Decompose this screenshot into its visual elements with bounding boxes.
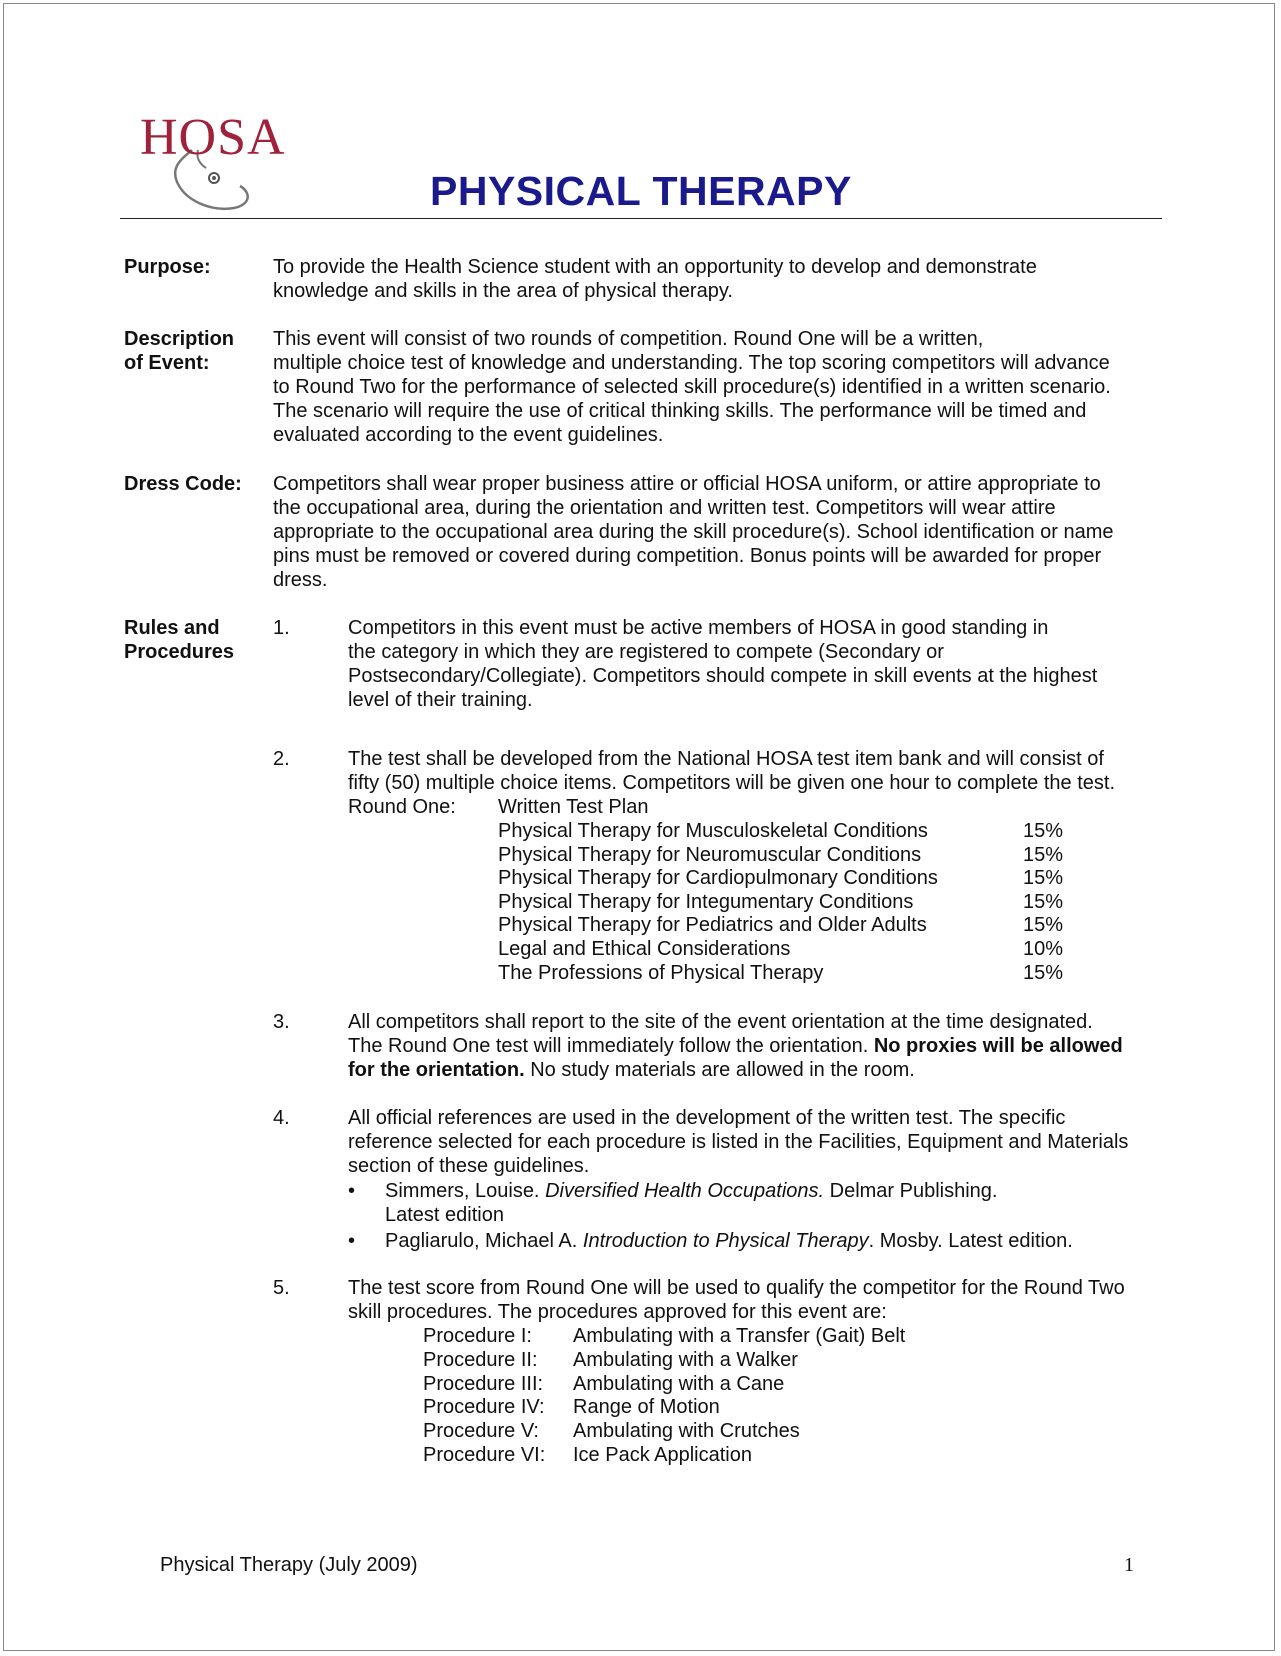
test-plan-percent: 15% xyxy=(1023,961,1064,984)
procedure-name: Ambulating with a Cane xyxy=(573,1372,785,1395)
reference-title: Introduction to Physical Therapy xyxy=(582,1230,869,1252)
test-plan-percent: 15% xyxy=(1023,820,1064,842)
reference-1-edition: Latest edition xyxy=(385,1204,504,1226)
rules-label-line: Rules and xyxy=(124,617,220,639)
description-line: evaluated according to the event guidelines. xyxy=(273,424,664,446)
dress-code-label: Dress Code: xyxy=(124,473,242,495)
footer-title: Physical Therapy (July 2009) xyxy=(160,1554,418,1576)
test-plan-topic: Physical Therapy for Integumentary Conditions xyxy=(498,890,914,913)
reference-publisher: . Mosby. Latest edition. xyxy=(868,1230,1073,1252)
description-label-line: of Event: xyxy=(124,352,210,374)
rule-line: skill procedures. The procedures approved for this event are: xyxy=(348,1301,887,1323)
rule-line xyxy=(348,1034,1168,1058)
reference-publisher: Delmar Publishing. xyxy=(824,1180,998,1202)
rule-line: The test shall be developed from the National HOSA test item bank and will consist of xyxy=(348,748,1104,770)
purpose-line: knowledge and skills in the area of physical therapy. xyxy=(273,280,733,302)
purpose-label: Purpose: xyxy=(124,256,211,278)
rule-5-text xyxy=(348,1276,1168,1324)
dress-line: the occupational area, during the orientation and written test. Competitors will wear attire xyxy=(273,497,1056,519)
rule-line: section of these guidelines. xyxy=(348,1155,590,1177)
dress-line: dress. xyxy=(273,569,328,591)
test-plan-topic: Physical Therapy for Neuromuscular Conditions xyxy=(498,843,922,866)
description-label xyxy=(124,327,234,375)
rule-text: No study materials are allowed in the room. xyxy=(524,1059,915,1081)
test-plan-topic: The Professions of Physical Therapy xyxy=(498,961,824,984)
dress-line: appropriate to the occupational area during the skill procedure(s). School identification or name xyxy=(273,521,1114,543)
dress-code-text xyxy=(273,472,1163,592)
test-plan-topic: Physical Therapy for Pediatrics and Older Adults xyxy=(498,914,927,937)
rule-number: 5. xyxy=(273,1277,290,1299)
round-one-label: Round One: xyxy=(348,796,456,818)
description-text xyxy=(273,327,1163,447)
rule-line: the category in which they are registered to compete (Secondary or xyxy=(348,641,944,663)
rule-number: 3. xyxy=(273,1011,290,1033)
rule-line xyxy=(348,1058,1168,1082)
rule-text: The Round One test will immediately follow the orientation. xyxy=(348,1035,874,1057)
procedure-name: Ambulating with a Walker xyxy=(573,1348,798,1371)
dress-line: pins must be removed or covered during competition. Bonus points will be awarded for proper xyxy=(273,545,1102,567)
test-plan-percent: 15% xyxy=(1023,867,1064,890)
rule-number: 2. xyxy=(273,748,290,770)
procedure-name: Ambulating with a Transfer (Gait) Belt xyxy=(573,1325,906,1347)
test-plan-percent: 15% xyxy=(1023,843,1064,866)
page-number: 1 xyxy=(1124,1554,1134,1576)
rule-2-text xyxy=(348,747,1168,795)
rule-line: fifty (50) multiple choice items. Competitors will be given one hour to complete the test. xyxy=(348,772,1116,794)
title-divider xyxy=(120,218,1162,219)
rule-4-text xyxy=(348,1106,1168,1178)
procedure-label: Procedure IV: xyxy=(423,1396,545,1419)
bullet-icon: • xyxy=(348,1180,356,1202)
rule-3-text xyxy=(348,1010,1168,1082)
procedure-name: Ambulating with Crutches xyxy=(573,1420,800,1443)
procedure-name: Range of Motion xyxy=(573,1396,720,1419)
test-plan-topic: Physical Therapy for Cardiopulmonary Conditions xyxy=(498,867,938,890)
bullet-icon: • xyxy=(348,1230,356,1252)
rule-number: 4. xyxy=(273,1107,290,1129)
test-plan-title: Written Test Plan xyxy=(498,796,649,818)
reference-author: Pagliarulo, Michael A. xyxy=(385,1230,583,1252)
reference-2 xyxy=(385,1229,1073,1253)
description-line: multiple choice test of knowledge and understanding. The top scoring competitors will advance xyxy=(273,352,1110,374)
reference-title: Diversified Health Occupations. xyxy=(545,1180,825,1202)
rule-line: All official references are used in the development of the written test. The specific xyxy=(348,1107,1066,1129)
test-plan-percent: 10% xyxy=(1023,938,1064,960)
rule-line: All competitors shall report to the site of the event orientation at the time designated. xyxy=(348,1011,1093,1033)
procedure-label: Procedure I: xyxy=(423,1325,532,1347)
hosa-logo xyxy=(140,108,310,223)
rule-line: level of their training. xyxy=(348,689,533,711)
description-line: The scenario will require the use of critical thinking skills. The performance will be timed and xyxy=(273,400,1087,422)
procedure-label: Procedure V: xyxy=(423,1420,539,1443)
rule-line: Competitors in this event must be active members of HOSA in good standing in xyxy=(348,617,1049,639)
procedure-label: Procedure II: xyxy=(423,1348,538,1371)
description-line: to Round Two for the performance of selected skill procedure(s) identified in a written scenario. xyxy=(273,376,1111,398)
purpose-text xyxy=(273,255,1163,303)
test-plan-topic: Physical Therapy for Musculoskeletal Conditions xyxy=(498,820,928,842)
rule-bold-text: No proxies will be allowed xyxy=(873,1035,1123,1057)
rule-bold-text: for the orientation. xyxy=(348,1059,525,1081)
procedure-label: Procedure III: xyxy=(423,1372,544,1395)
procedure-label: Procedure VI: xyxy=(423,1444,546,1466)
test-plan-percent: 15% xyxy=(1023,890,1064,913)
rules-label xyxy=(124,616,234,664)
rule-number: 1. xyxy=(273,617,290,639)
page-title: PHYSICAL THERAPY xyxy=(430,168,852,214)
test-plan-topic: Legal and Ethical Considerations xyxy=(498,938,791,960)
rule-line: reference selected for each procedure is listed in the Facilities, Equipment and Materials xyxy=(348,1131,1129,1153)
logo-wordmark: HOSA xyxy=(140,109,286,166)
rule-line: The test score from Round One will be used to qualify the competitor for the Round Two xyxy=(348,1277,1125,1299)
description-line: This event will consist of two rounds of competition. Round One will be a written, xyxy=(273,328,984,350)
dress-line: Competitors shall wear proper business attire or official HOSA uniform, or attire appropriate to xyxy=(273,473,1101,495)
description-label-line: Description xyxy=(124,328,235,350)
rule-1-text xyxy=(348,616,1168,712)
rule-line: Postsecondary/Collegiate). Competitors should compete in skill events at the highest xyxy=(348,665,1098,687)
reference-author: Simmers, Louise. xyxy=(385,1180,546,1202)
rules-label-line: Procedures xyxy=(124,641,235,663)
procedure-name: Ice Pack Application xyxy=(573,1444,752,1466)
reference-1 xyxy=(385,1179,998,1203)
purpose-line: To provide the Health Science student with an opportunity to develop and demonstrate xyxy=(273,256,1037,278)
test-plan-percent: 15% xyxy=(1023,914,1064,937)
